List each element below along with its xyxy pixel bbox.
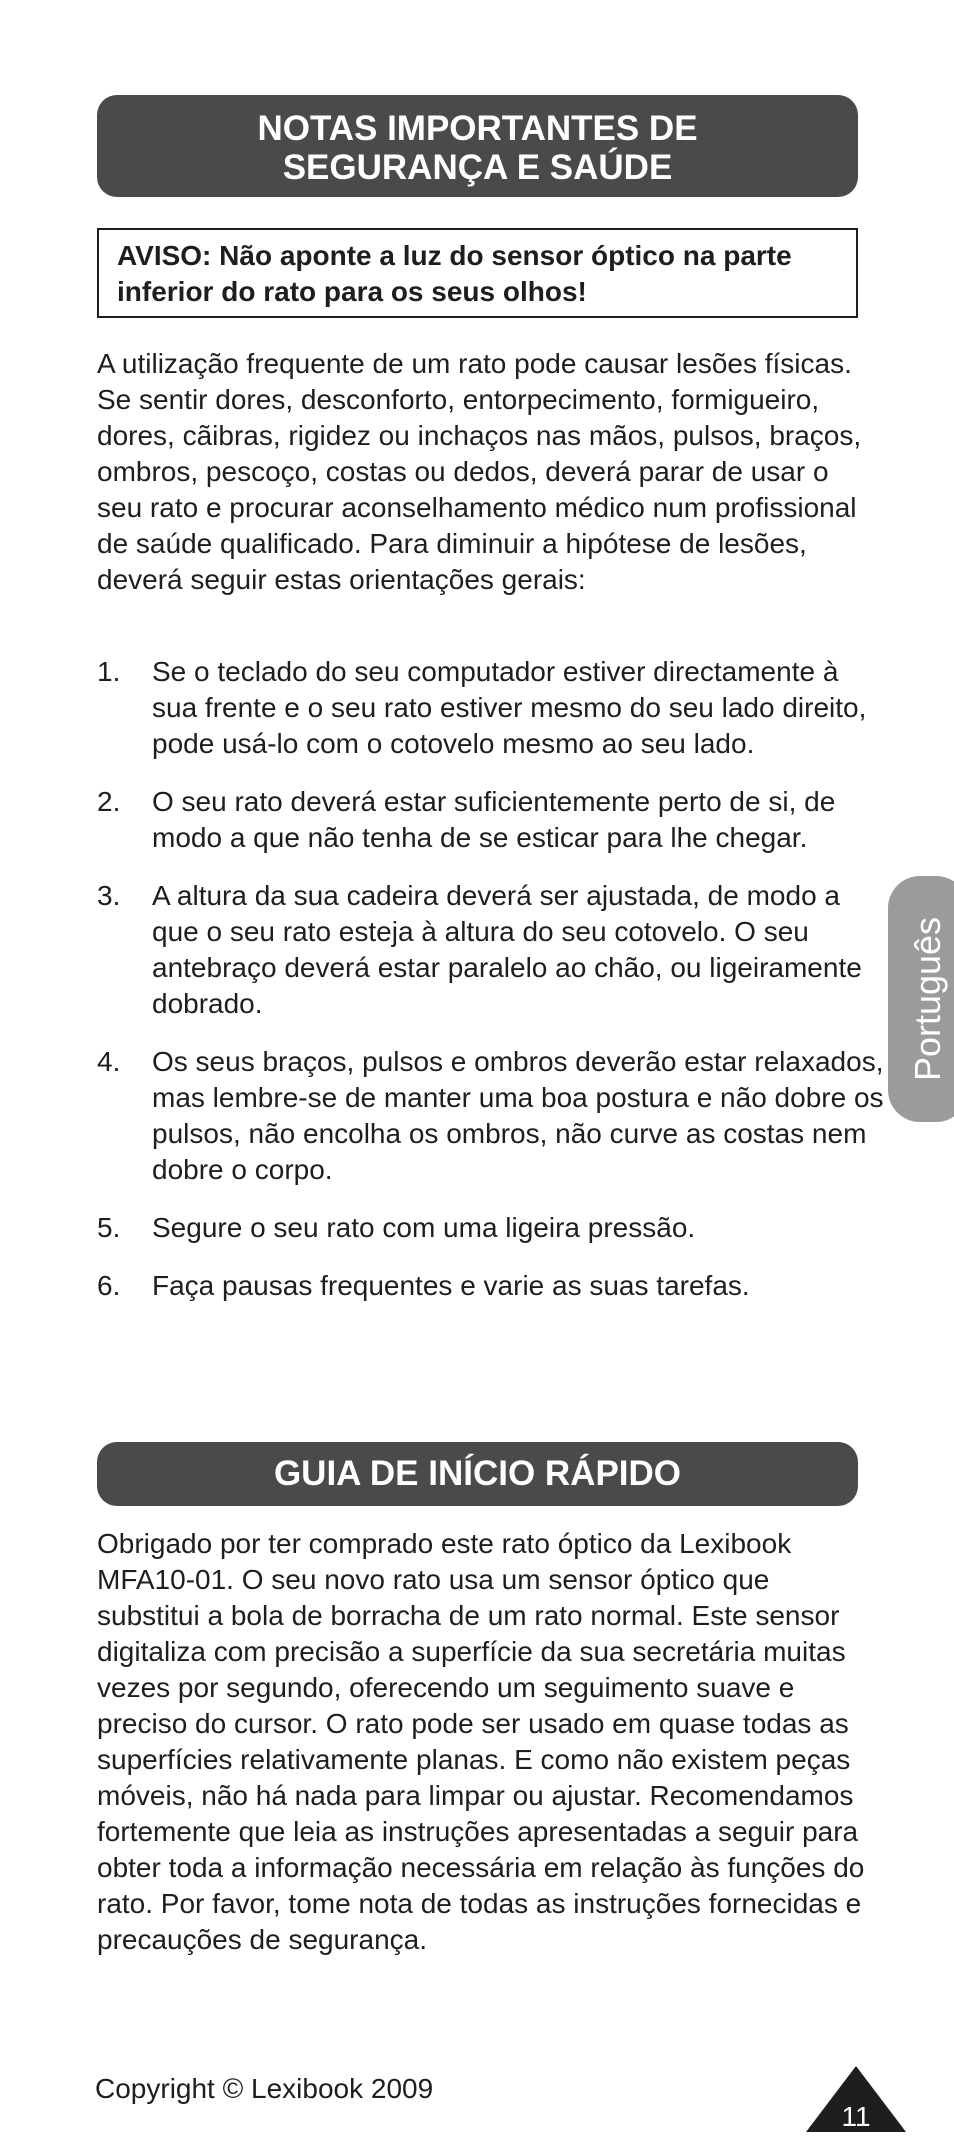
list-item (97, 1210, 887, 1246)
copyright-footer: Copyright © Lexibook 2009 (95, 2073, 434, 2104)
list-item-number: 4. (97, 1046, 121, 1077)
quickstart-paragraph: Obrigado por ter comprado este rato óptico da Lexibook MFA10-01. O seu novo rato usa um sensor óptico que substitui a bola de borracha de um rato normal. Este sensor digitaliza com precisão a superfície da sua secretária muitas vezes por segundo, oferecendo um seguimento suave e preciso do cursor. O rato pode ser usado em quase todas as superfícies relativamente planas. E como não existem peças móveis, não há nada para limpar ou ajustar. Recomendamos fortemente que leia as instruções apresentadas a seguir para obter toda a informação necessária em relação às funções do rato. Por favor, tome nota de todas as instruções fornecidas e precauções de segurança. (97, 1528, 865, 1955)
list-item-number: 6. (97, 1270, 121, 1301)
list-item-text: Faça pausas frequentes e varie as suas tarefas. (152, 1270, 750, 1301)
list-item (97, 784, 887, 856)
list-item (97, 1268, 887, 1304)
list-item-text: Segure o seu rato com uma ligeira pressão. (152, 1212, 696, 1243)
quickstart-heading: GUIA DE INÍCIO RÁPIDO (97, 1442, 858, 1506)
safety-intro-paragraph: A utilização frequente de um rato pode causar lesões físicas. Se sentir dores, desconforto, entorpecimento, formigueiro, dores, cãibras, rigidez ou inchaços nas mãos, pulsos, braços, ombros, pescoço, costas ou dedos, deverá parar de usar o seu rato e procurar aconselhamento médico num profissional de saúde qualificado. Para diminuir a hipótese de lesões, deverá seguir estas orientações gerais: (97, 348, 862, 595)
safety-heading-line1: NOTAS IMPORTANTES DE (257, 109, 698, 148)
language-side-tab (888, 876, 954, 1122)
list-item-text: O seu rato deverá estar suficientemente perto de si, de modo a que não tenha de se esticar para lhe chegar. (152, 786, 836, 853)
safety-guidelines-list (97, 654, 887, 1326)
list-item-number: 2. (97, 786, 121, 817)
safety-heading-line2: SEGURANÇA E SAÚDE (282, 148, 673, 187)
language-tab-label: Português (907, 916, 948, 1082)
warning-box: AVISO: Não aponte a luz do sensor óptico na parte inferior do rato para os seus olhos! (97, 228, 858, 318)
list-item-text: Os seus braços, pulsos e ombros deverão estar relaxados, mas lembre-se de manter uma boa postura e não dobre os pulsos, não encolha os ombros, não curve as costas nem dobre o corpo. (152, 1046, 884, 1185)
list-item-number: 5. (97, 1212, 121, 1243)
list-item (97, 1044, 887, 1188)
list-item-number: 3. (97, 880, 121, 911)
list-item (97, 654, 887, 762)
list-item (97, 878, 887, 1022)
list-item-number: 1. (97, 656, 121, 687)
safety-heading (97, 95, 858, 197)
page-number-triangle (806, 2066, 906, 2132)
list-item-text: A altura da sua cadeira deverá ser ajustada, de modo a que o seu rato esteja à altura do seu cotovelo. O seu antebraço deverá estar paralelo ao chão, ou ligeiramente dobrado. (152, 880, 862, 1019)
list-item-text: Se o teclado do seu computador estiver directamente à sua frente e o seu rato estiver mesmo do seu lado direito, pode usá-lo com o cotovelo mesmo ao seu lado. (152, 656, 867, 759)
page-number: 11 (841, 2101, 871, 2132)
